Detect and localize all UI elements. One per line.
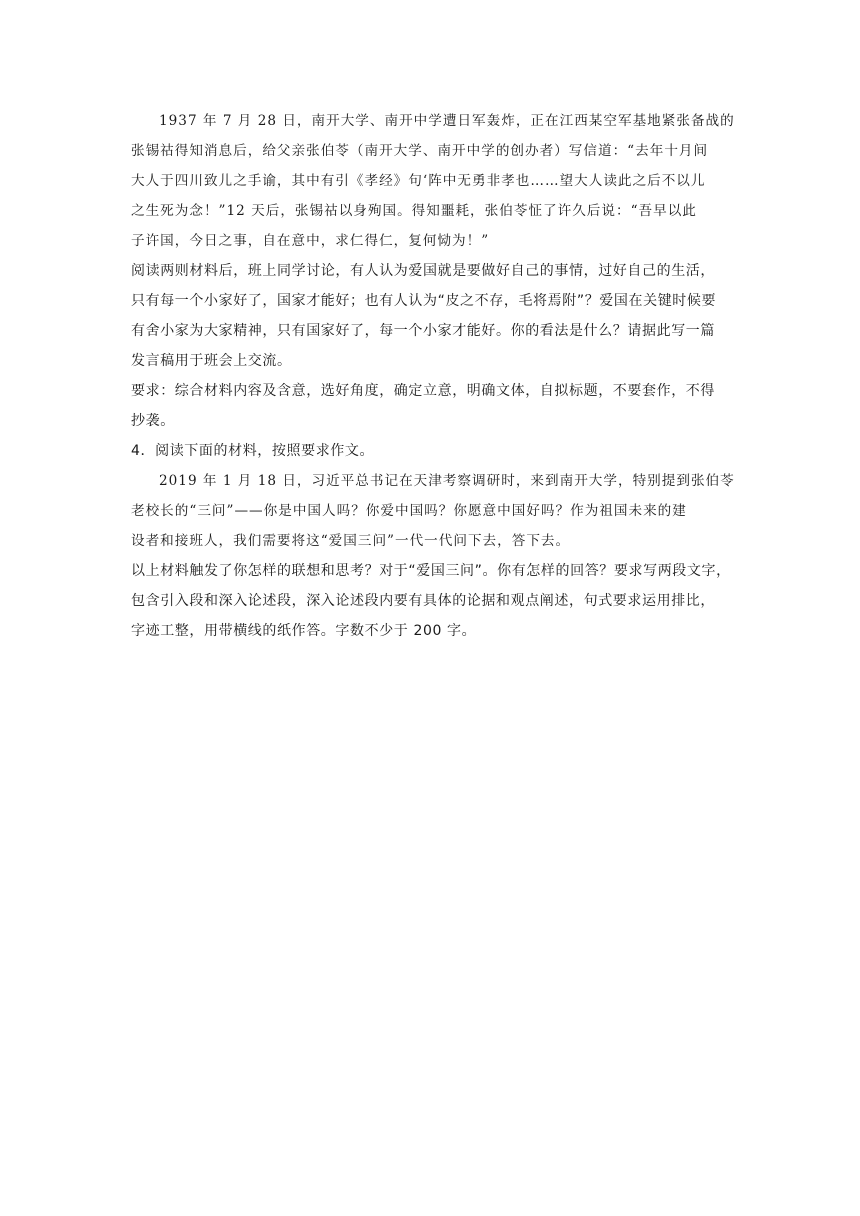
question-heading: 4．阅读下面的材料，按照要求作文。 <box>131 443 375 459</box>
text-line: 设者和接班人，我们需要将这“爱国三问”一代一代问下去，答下去。 <box>131 533 571 549</box>
text-line: 老校长的“三问”——你是中国人吗？你爱中国吗？你愿意中国好吗？作为祖国未来的建 <box>131 503 687 519</box>
text-line: 只有每一个小家好了，国家才能好；也有人认为“皮之不存，毛将焉附”？爱国在关键时候要 <box>131 293 717 309</box>
text-line: 以上材料触发了你怎样的联想和思考？对于“爱国三问”。你有怎样的回答？要求写两段文字， <box>131 563 731 579</box>
text-line: 抄袭。 <box>131 413 175 429</box>
material-quote-three-questions <box>131 466 735 556</box>
material-quote-zhang-xihu <box>131 106 735 256</box>
writing-prompt-paragraph <box>131 256 731 376</box>
text-line: 要求：综合材料内容及含意，选好角度，确定立意，明确文体，自拟标题，不要套作，不得 <box>131 383 715 399</box>
text-line: 之生死为念！”12 天后，张锡祜以身殉国。得知噩耗，张伯苓怔了许久后说：“吾早以此 <box>131 203 697 219</box>
text-line: 子许国，今日之事，自在意中，求仁得仁，复何恸为！” <box>131 233 490 249</box>
document-content <box>131 106 735 646</box>
text-line: 发言稿用于班会上交流。 <box>131 353 292 369</box>
text-line: 2019 年 1 月 18 日，习近平总书记在天津考察调研时，来到南开大学，特别提到张伯苓 <box>159 473 735 489</box>
text-line: 包含引入段和深入论述段，深入论述段内要有具体的论据和观点阐述，句式要求运用排比， <box>131 593 715 609</box>
text-line: 张锡祜得知消息后，给父亲张伯苓（南开大学、南开中学的创办者）写信道：“去年十月间 <box>131 143 709 159</box>
text-line: 大人于四川致儿之手谕，其中有引《孝经》句‘阵中无勇非孝也……望大人读此之后不以儿 <box>131 173 706 189</box>
text-line: 有舍小家为大家精神，只有国家好了，每一个小家才能好。你的看法是什么？请据此写一篇 <box>131 323 715 339</box>
text-line: 字迹工整，用带横线的纸作答。字数不少于 200 字。 <box>131 623 477 639</box>
question-prompt <box>131 556 731 646</box>
writing-requirements <box>131 376 731 436</box>
question-4 <box>131 436 735 646</box>
text-line: 阅读两则材料后，班上同学讨论，有人认为爱国就是要做好自己的事情，过好自己的生活， <box>131 263 715 279</box>
text-line: 1937 年 7 月 28 日，南开大学、南开中学遭日军轰炸，正在江西某空军基地紧张备战的 <box>159 113 735 129</box>
